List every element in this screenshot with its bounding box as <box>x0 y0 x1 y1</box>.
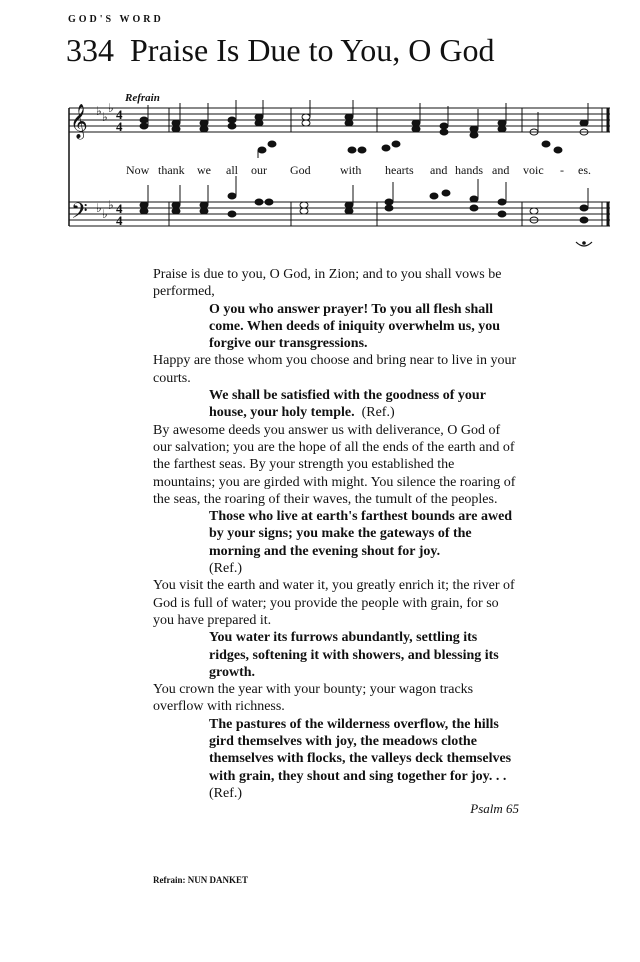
lyric-syllable: God <box>290 163 311 177</box>
lyric-syllable: - <box>560 163 564 177</box>
lyric-syllable: and <box>492 163 510 177</box>
leader-verse: Happy are those whom you choose and bring near to live in your courts. <box>153 353 517 386</box>
people-response <box>153 716 519 802</box>
lyric-syllable: our <box>251 163 267 177</box>
people-response: O you who answer prayer! To you all flesh shall come. When deeds of iniquity overwhelm us, you forgive our transgressions. <box>209 301 501 352</box>
svg-text:♭: ♭ <box>96 104 102 118</box>
svg-text:♭: ♭ <box>102 207 108 221</box>
svg-text:4: 4 <box>116 107 123 122</box>
leader-verse: By awesome deeds you answer us with deliverance, O God of our salvation; you are the hope of all the ends of the earth and of the farthest seas. By your strength you established the mountains; you are girded with might. You silence the roaring of the seas, the roaring of their waves, the tumult of the peoples. <box>153 422 516 507</box>
psalm-text <box>153 266 519 818</box>
hymn-heading <box>66 32 494 69</box>
lyric-syllable: with <box>340 163 362 177</box>
response-text: Those who live at earth's farthest bounds are awed by your signs; you make the gateways of the morning and the evening shout for joy. <box>209 509 513 559</box>
response-text: The pastures of the wilderness overflow, the hills gird themselves with joy, the meadows clothe themselves with flocks, the valleys deck themselves with grain, they shout and sing together for joy. . . <box>209 716 512 784</box>
lyric-syllable: hands <box>455 163 483 177</box>
lyric-syllable: thank <box>158 163 185 177</box>
svg-text:4: 4 <box>116 201 123 216</box>
lyric-syllable: and <box>430 163 448 177</box>
lyric-syllable: hearts <box>385 163 414 177</box>
svg-text:𝄞: 𝄞 <box>70 104 88 139</box>
svg-text:♭: ♭ <box>96 201 102 215</box>
svg-text:♭: ♭ <box>102 110 108 124</box>
svg-text:𝄢: 𝄢 <box>71 199 88 229</box>
svg-text:♭: ♭ <box>108 198 114 212</box>
people-response <box>153 387 519 422</box>
leader-verse: You visit the earth and water it, you greatly enrich it; the river of God is full of water; you provide the people with grain, for so you have prepared it. <box>153 578 515 628</box>
lyric-syllable: voic <box>523 163 544 177</box>
lyric-syllable: all <box>226 163 238 177</box>
svg-text:4: 4 <box>116 213 123 228</box>
hymn-title: Praise Is Due to You, O God <box>130 32 495 68</box>
leader-verse: You crown the year with your bounty; your wagon tracks overflow with richness. <box>153 682 474 715</box>
lyric-syllable: we <box>197 163 211 177</box>
people-response <box>153 508 519 577</box>
svg-text:4: 4 <box>116 119 123 134</box>
section-label: GOD'S WORD <box>68 14 164 25</box>
lyric-syllable: Now <box>126 163 150 177</box>
psalm-citation: Psalm 65 <box>470 801 519 817</box>
tune-credit: Refrain: NUN DANKET <box>153 875 248 885</box>
leader-verse: Praise is due to you, O God, in Zion; and to you shall vows be performed, <box>153 267 502 300</box>
refrain-label: Refrain <box>125 92 160 104</box>
refrain-cue: (Ref.) <box>209 561 243 577</box>
refrain-cue: (Ref.) <box>361 405 395 421</box>
response-text: We shall be satisfied with the goodness of your house, your holy temple. <box>209 388 486 421</box>
hymn-number: 334 <box>66 32 114 68</box>
people-response: You water its furrows abundantly, settling its ridges, softening it with showers, and blessing its growth. <box>209 630 499 680</box>
refrain-cue: (Ref.) <box>209 785 243 801</box>
svg-text:♭: ♭ <box>108 101 114 115</box>
lyric-syllable: es. <box>578 163 591 177</box>
